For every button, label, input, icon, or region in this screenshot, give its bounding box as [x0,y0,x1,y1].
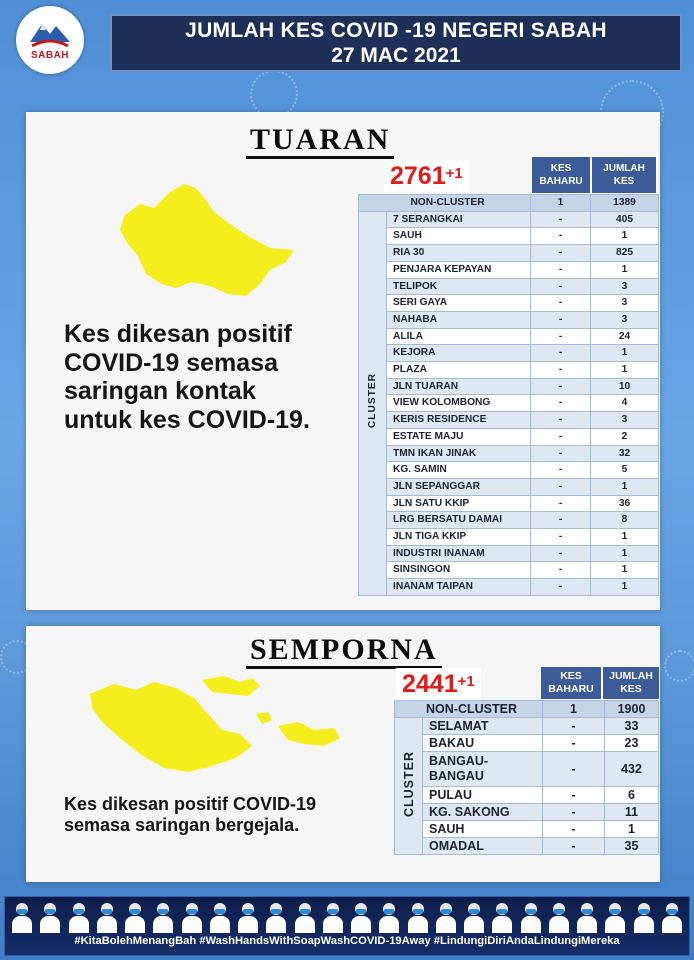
figure-mask [187,909,197,914]
frontliner-person-icon [548,901,570,933]
semporna-map-island [256,712,272,724]
row-name: NON-CLUSTER [395,701,543,718]
figure-body [238,916,258,933]
table-row [359,211,659,228]
figure-mask [384,909,394,914]
table-row [359,478,659,495]
frontliner-person-icon [435,901,457,933]
cluster-name: OMADAL [423,838,543,855]
table-row [395,821,659,838]
figure-mask [158,909,168,914]
table-row [359,462,659,479]
new-cases-value: - [531,311,591,328]
new-cases-value: - [531,362,591,379]
figure-body [210,916,230,933]
cluster-label: CLUSTER [366,372,378,428]
figure-mask [130,909,140,914]
cluster-name: KG. SAMIN [387,462,531,479]
frontliner-person-icon [209,901,231,933]
figure-body [323,916,343,933]
cluster-name: INDUSTRI INANAM [387,545,531,562]
new-cases-value: - [531,395,591,412]
frontliner-person-icon [350,901,372,933]
cluster-name: BANGAU-BANGAU [423,752,543,787]
frontliner-person-icon [294,901,316,933]
table-row [395,735,659,752]
frontliner-person-icon [407,901,429,933]
total-cases-value: 23 [605,735,659,752]
frontliner-person-icon [604,901,626,933]
figure-body [549,916,569,933]
total-cases-value: 3 [591,278,659,295]
figure-mask [526,909,536,914]
frontliner-person-icon [152,901,174,933]
cluster-side-label [359,211,387,595]
non-cluster-row [359,195,659,212]
figure-body [436,916,456,933]
total-cases-value: 11 [605,804,659,821]
cluster-name: SERI GAYA [387,295,531,312]
new-cases-value: - [531,529,591,546]
total-cases-value: 1 [591,478,659,495]
virus-decoration-icon [250,70,298,118]
figure-mask [102,909,112,914]
figure-body [662,916,682,933]
new-cases-value: - [531,378,591,395]
frontliner-person-icon [237,901,259,933]
total-cases-value: 36 [591,495,659,512]
new-cases-value: - [531,428,591,445]
total-cases-value: 1 [591,345,659,362]
cluster-name: JLN TUARAN [387,378,531,395]
report-date: 27 MAC 2021 [331,44,461,67]
total-cases-value: 1 [605,821,659,838]
frontliner-person-icon [11,901,33,933]
virus-decoration-icon [664,650,694,682]
table-row [359,512,659,529]
semporna-panel [26,626,660,882]
cluster-name: SAUH [387,228,531,245]
figure-body [69,916,89,933]
figure-body [40,916,60,933]
new-cases-value: - [531,211,591,228]
table-row [395,838,659,855]
table-row [359,362,659,379]
case-delta: +1 [457,673,475,690]
cluster-name: JLN SEPANGGAR [387,478,531,495]
district-title: TUARAN [246,124,394,159]
cluster-name: VIEW KOLOMBONG [387,395,531,412]
new-cases-header: KES BAHARU [540,666,602,700]
new-cases-value: - [531,328,591,345]
table-row [359,545,659,562]
figure-body [295,916,315,933]
table-row [359,378,659,395]
figure-body [266,916,286,933]
case-delta: +1 [445,165,463,182]
case-total [384,160,469,192]
table-row [359,428,659,445]
new-cases-value: - [531,512,591,529]
semporna-map-island [202,676,260,696]
new-cases-value: - [543,718,605,735]
total-cases-value: 1900 [605,701,659,718]
logo-emblem-icon [26,16,74,50]
total-cases-value: 825 [591,245,659,262]
table-row [359,311,659,328]
cluster-name: SELAMAT [423,718,543,735]
new-cases-value: - [531,295,591,312]
semporna-case-table [394,700,659,855]
figure-mask [469,909,479,914]
cluster-name: ALILA [387,328,531,345]
figure-mask [667,909,677,914]
cluster-name: SAUH [423,821,543,838]
new-cases-value: - [543,821,605,838]
cluster-label: CLUSTER [401,750,416,818]
total-cases-value: 8 [591,512,659,529]
table-row [359,261,659,278]
table-row [359,278,659,295]
tuaran-case-table [358,194,659,596]
table-row [359,445,659,462]
frontliner-person-icon [520,901,542,933]
cluster-side-label [395,718,423,855]
figure-body [125,916,145,933]
case-description: Kes dikesan positif COVID-19 semasa saringan bergejala. [64,794,317,835]
footer-banner [4,896,690,956]
frontliner-person-icon [463,901,485,933]
total-cases-value: 3 [591,311,659,328]
total-cases-value: 1 [591,562,659,579]
total-cases-value: 35 [605,838,659,855]
cluster-name: PLAZA [387,362,531,379]
total-cases-value: 10 [591,378,659,395]
new-cases-value: - [543,804,605,821]
new-cases-value: 1 [531,195,591,212]
figure-body [521,916,541,933]
table-row [359,395,659,412]
total-cases-header: JUMLAH KES [602,666,660,700]
cluster-name: PENJARA KEPAYAN [387,261,531,278]
frontliner-person-icon [633,901,655,933]
figure-body [408,916,428,933]
table-row [395,718,659,735]
tuaran-map-shape [120,184,294,296]
new-cases-value: - [531,579,591,596]
semporna-map [84,674,344,784]
frontliner-person-icon [661,901,683,933]
new-cases-value: - [531,445,591,462]
table-row [359,495,659,512]
table-row [395,787,659,804]
frontliner-person-icon [124,901,146,933]
cluster-name: TMN IKAN JINAK [387,445,531,462]
frontliner-person-icon [68,901,90,933]
cluster-name: BAKAU [423,735,543,752]
table-row [359,412,659,429]
total-cases-value: 24 [591,328,659,345]
semporna-map-island [278,722,340,746]
total-cases-value: 1 [591,579,659,596]
figure-mask [17,909,27,914]
cluster-name: 7 SERANGKAI [387,211,531,228]
cluster-name: TELIPOK [387,278,531,295]
total-cases-value: 1 [591,261,659,278]
frontliner-person-icon [39,901,61,933]
figure-mask [441,909,451,914]
figure-mask [554,909,564,914]
total-cases-value: 4 [591,395,659,412]
cluster-name: KG. SAKONG [423,804,543,821]
figure-mask [639,909,649,914]
new-cases-value: - [531,412,591,429]
total-cases-value: 3 [591,412,659,429]
new-cases-value: - [531,278,591,295]
cluster-name: PULAU [423,787,543,804]
figure-mask [215,909,225,914]
new-cases-value: - [531,495,591,512]
new-cases-value: - [531,545,591,562]
figure-mask [497,909,507,914]
frontliner-person-icon [576,901,598,933]
figure-body [492,916,512,933]
figure-mask [413,909,423,914]
frontliner-person-icon [96,901,118,933]
new-cases-value: - [531,345,591,362]
cluster-name: RIA 30 [387,245,531,262]
row-name: NON-CLUSTER [359,195,531,212]
semporna-map-mainland [90,682,252,772]
cluster-name: KEJORA [387,345,531,362]
sabah-logo [16,6,84,74]
total-cases-value: 1 [591,529,659,546]
figure-body [605,916,625,933]
figure-mask [582,909,592,914]
figure-mask [271,909,281,914]
table-row [395,804,659,821]
new-cases-value: - [543,735,605,752]
table-row [359,228,659,245]
figure-body [351,916,371,933]
total-cases-value: 432 [605,752,659,787]
figure-body [464,916,484,933]
figure-body [182,916,202,933]
new-cases-value: - [543,838,605,855]
figure-body [577,916,597,933]
table-row [359,579,659,596]
table-row [395,752,659,787]
new-cases-value: - [531,228,591,245]
page-header [110,14,682,72]
district-title: SEMPORNA [246,634,442,669]
total-cases-value: 32 [591,445,659,462]
total-cases-value: 3 [591,295,659,312]
cluster-name: JLN SATU KKIP [387,495,531,512]
new-cases-value: - [531,245,591,262]
cluster-name: INANAM TAIPAN [387,579,531,596]
figure-body [153,916,173,933]
new-cases-value: - [531,478,591,495]
footer-hashtags: #KitaBolehMenangBah #WashHandsWithSoapWashCOVID-19Away #LindungiDiriAndaLindungiMereka [74,935,620,947]
figure-body [97,916,117,933]
frontliner-figures [11,901,683,933]
logo-text: SABAH [30,50,70,61]
cluster-name: LRG BERSATU DAMAI [387,512,531,529]
total-cases-value: 33 [605,718,659,735]
cluster-name: NAHABA [387,311,531,328]
total-cases-value: 6 [605,787,659,804]
figure-mask [74,909,84,914]
table-row [359,529,659,546]
case-total [396,668,481,700]
frontliner-person-icon [265,901,287,933]
figure-mask [356,909,366,914]
cluster-name: SINSINGON [387,562,531,579]
total-cases-value: 1389 [591,195,659,212]
frontliner-person-icon [322,901,344,933]
total-cases-header: JUMLAH KES [591,156,657,194]
page-title: JUMLAH KES COVID -19 NEGERI SABAH [185,19,607,42]
new-cases-value: - [531,462,591,479]
semporna-table-body [395,701,659,855]
case-total-number: 2761 [390,162,446,190]
total-cases-value: 5 [591,462,659,479]
frontliner-person-icon [181,901,203,933]
figure-mask [300,909,310,914]
case-description: Kes dikesan positif COVID-19 semasa saringan kontak untuk kes COVID-19. [64,320,310,434]
table-row [359,295,659,312]
figure-mask [45,909,55,914]
total-cases-value: 1 [591,228,659,245]
table-row [359,328,659,345]
figure-body [12,916,32,933]
frontliner-person-icon [491,901,513,933]
total-cases-value: 405 [591,211,659,228]
tuaran-panel [26,112,660,610]
figure-body [379,916,399,933]
total-cases-value: 2 [591,428,659,445]
new-cases-header: KES BAHARU [531,156,591,194]
figure-mask [610,909,620,914]
tuaran-map [110,178,300,302]
case-total-number: 2441 [402,670,458,698]
table-row [359,245,659,262]
frontliner-person-icon [378,901,400,933]
figure-mask [243,909,253,914]
total-cases-value: 1 [591,362,659,379]
cluster-name: JLN TIGA KKIP [387,529,531,546]
figure-mask [328,909,338,914]
non-cluster-row [395,701,659,718]
new-cases-value: - [531,261,591,278]
cluster-name: KERIS RESIDENCE [387,412,531,429]
tuaran-table-body [359,195,659,596]
table-row [359,345,659,362]
new-cases-value: - [543,752,605,787]
new-cases-value: 1 [543,701,605,718]
new-cases-value: - [543,787,605,804]
cluster-name: ESTATE MAJU [387,428,531,445]
total-cases-value: 1 [591,545,659,562]
figure-body [634,916,654,933]
new-cases-value: - [531,562,591,579]
table-row [359,562,659,579]
